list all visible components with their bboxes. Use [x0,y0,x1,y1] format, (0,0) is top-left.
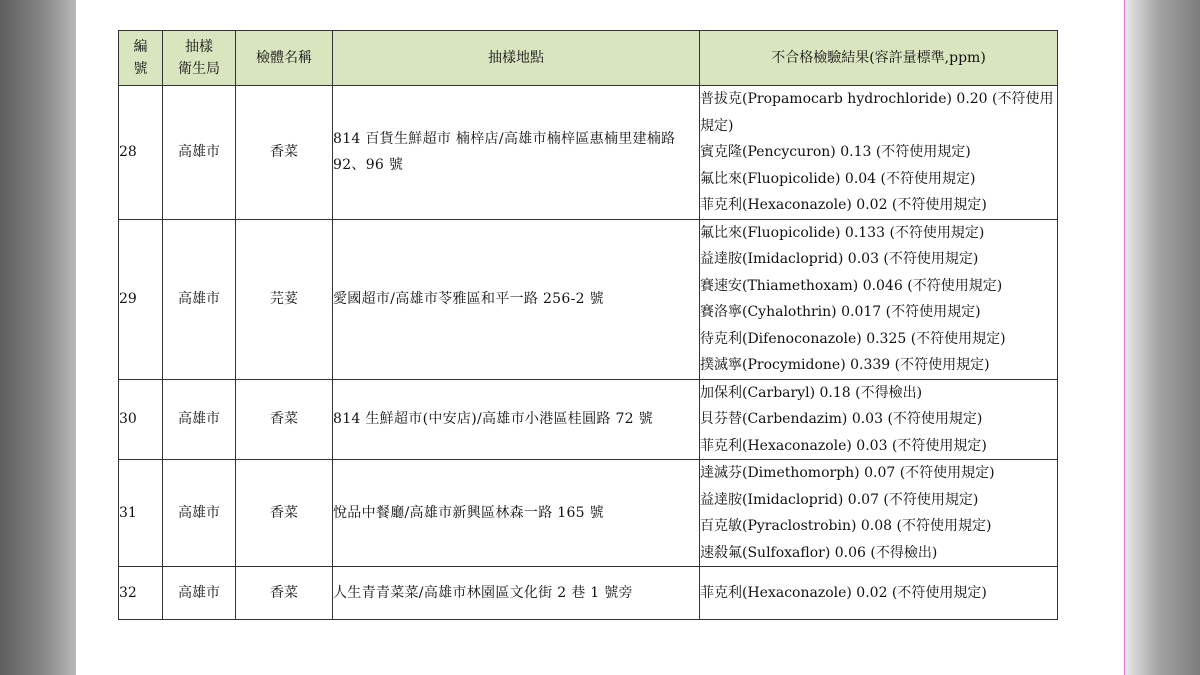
row-result [700,567,1058,620]
row-location: 814 生鮮超市(中安店)/高雄市小港區桂圓路 72 號 [333,379,700,460]
row-location: 悅品中餐廳/高雄市新興區林森一路 165 號 [333,460,700,567]
result-line: 加保利(Carbaryl) 0.18 (不得檢出) [700,384,923,401]
result-line: 百克敏(Pyraclostrobin) 0.08 (不符使用規定) [700,518,992,534]
left-margin-band [0,0,76,675]
row-bureau: 高雄市 [163,460,236,567]
row-bureau: 高雄市 [163,86,236,220]
result-line: 待克利(Difenoconazole) 0.325 (不符使用規定) [700,330,1006,347]
result-line: 菲克利(Hexaconazole) 0.03 (不符使用規定) [700,437,987,454]
inspection-results-table [118,30,1058,620]
table-row [119,379,1058,460]
result-line: 速殺氟(Sulfoxaflor) 0.06 (不得檢出) [700,544,938,561]
document-page [76,0,1124,675]
right-margin-band [1125,0,1200,675]
result-line: 菲克利(Hexaconazole) 0.02 (不符使用規定) [700,584,987,601]
table-row [119,460,1058,567]
row-number: 28 [119,86,163,220]
row-bureau: 高雄市 [163,219,236,379]
header-number: 編 號 [119,31,163,86]
row-number: 32 [119,567,163,620]
row-result [700,460,1058,567]
table-row [119,567,1058,620]
result-line: 普拔克(Propamocarb hydrochloride) 0.20 (不符使用規定) [700,91,1054,134]
row-location: 人生青青菜菜/高雄市林園區文化街 2 巷 1 號旁 [333,567,700,620]
result-line: 菲克利(Hexaconazole) 0.02 (不符使用規定) [700,197,987,213]
result-line: 撲滅寧(Procymidone) 0.339 (不符使用規定) [700,357,990,373]
result-line: 氟比來(Fluopicolide) 0.04 (不符使用規定) [700,170,976,187]
row-bureau: 高雄市 [163,379,236,460]
result-line: 氟比來(Fluopicolide) 0.133 (不符使用規定) [700,224,985,241]
row-sample-name: 香菜 [236,567,333,620]
header-bureau: 抽樣 衛生局 [163,31,236,86]
row-location: 814 百貨生鮮超市 楠梓店/高雄市楠梓區惠楠里建楠路 92、96 號 [333,86,700,220]
row-sample-name: 香菜 [236,86,333,220]
row-location: 愛國超市/高雄市苓雅區和平一路 256-2 號 [333,219,700,379]
header-result: 不合格檢驗結果(容許量標準,ppm) [700,31,1058,86]
row-sample-name: 芫荽 [236,219,333,379]
header-row [119,31,1058,86]
result-line: 益達胺(Imidacloprid) 0.03 (不符使用規定) [700,251,979,267]
row-number: 29 [119,219,163,379]
table-row [119,219,1058,379]
result-line: 賽洛寧(Cyhalothrin) 0.017 (不符使用規定) [700,304,981,320]
row-number: 30 [119,379,163,460]
result-line: 賽速安(Thiamethoxam) 0.046 (不符使用規定) [700,277,1003,294]
row-number: 31 [119,460,163,567]
row-result [700,86,1058,220]
header-sample-name: 檢體名稱 [236,31,333,86]
row-sample-name: 香菜 [236,379,333,460]
row-result [700,219,1058,379]
result-line: 貝芬替(Carbendazim) 0.03 (不符使用規定) [700,411,983,427]
row-sample-name: 香菜 [236,460,333,567]
table-row [119,86,1058,220]
header-location: 抽樣地點 [333,31,700,86]
result-line: 達滅芬(Dimethomorph) 0.07 (不符使用規定) [700,465,995,481]
result-line: 益達胺(Imidacloprid) 0.07 (不符使用規定) [700,491,979,508]
row-result [700,379,1058,460]
row-bureau: 高雄市 [163,567,236,620]
result-line: 賓克隆(Pencycuron) 0.13 (不符使用規定) [700,144,971,160]
